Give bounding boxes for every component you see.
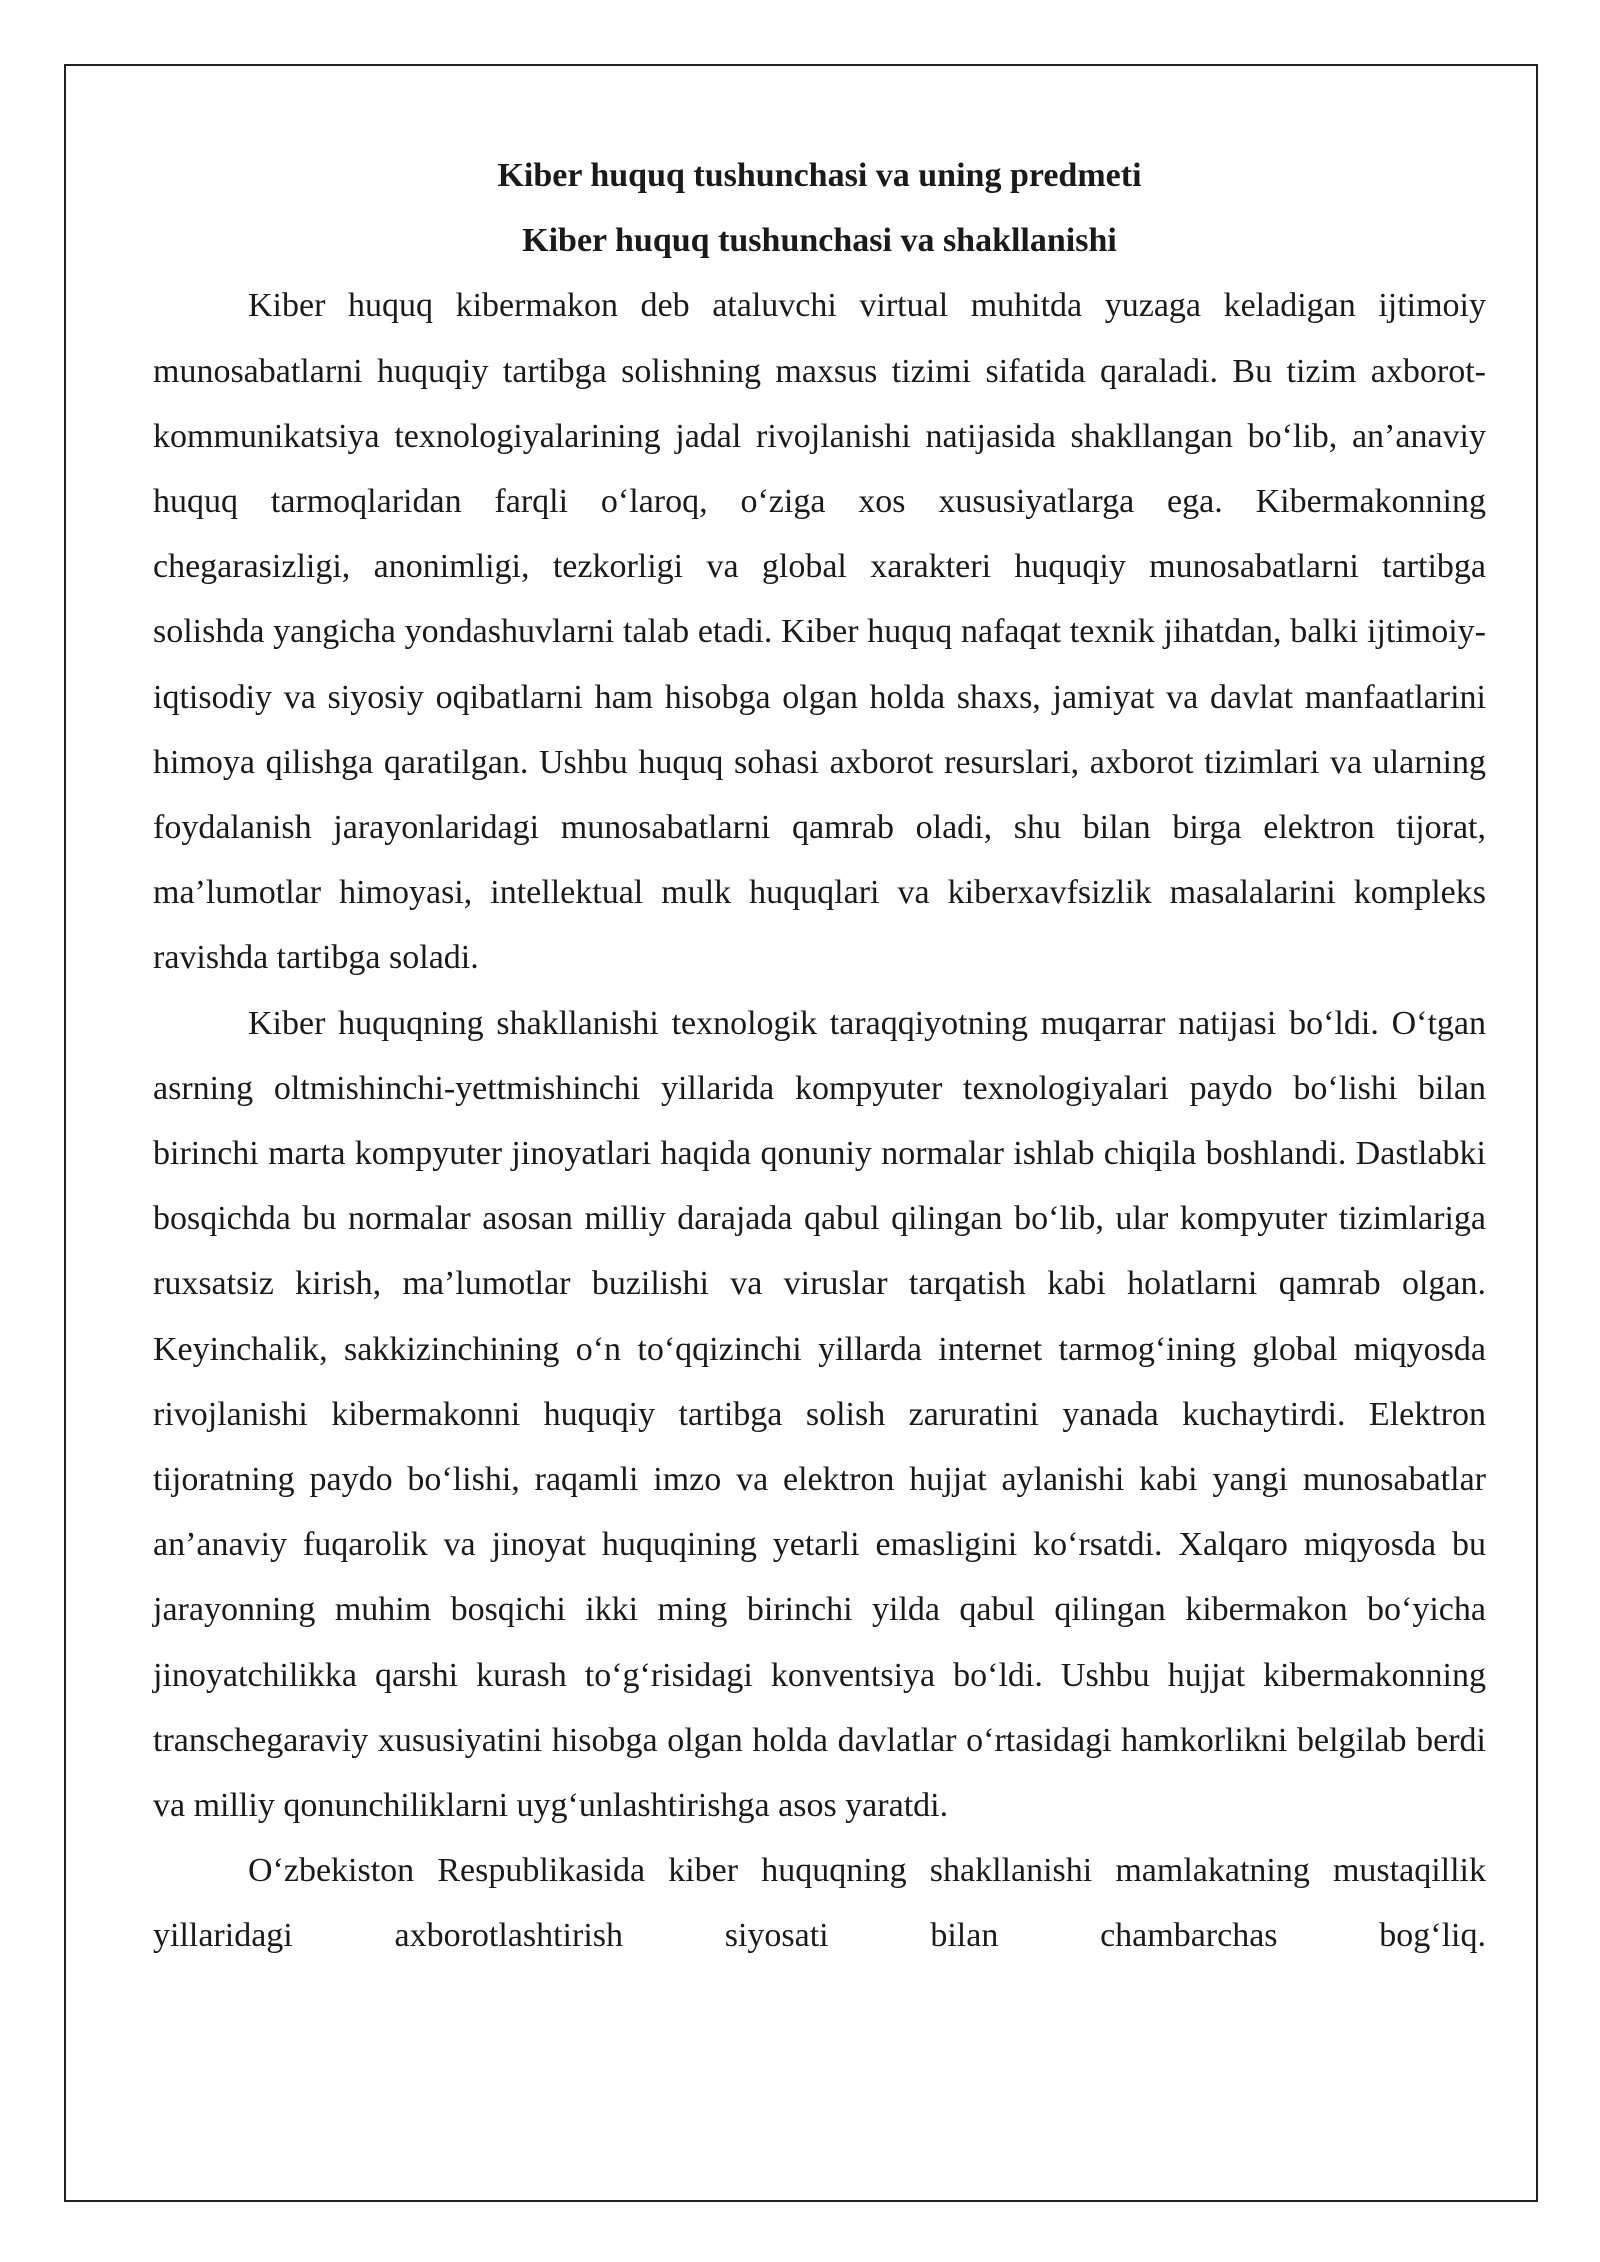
document-body [153, 143, 1486, 1969]
paragraph-2: Kiber huquqning shakllanishi texnologik taraqqiyotning muqarrar natijasi bo‘ldi. O‘tgan asrning oltmishinchi-yettmishinchi yillarida kompyuter texnologiyalari paydo bo‘lishi bilan birinchi marta kompyuter jinoyatlari haqida qonuniy normalar ishlab chiqila boshlandi. Dastlabki bosqichda bu normalar asosan milliy darajada qabul qilingan bo‘lib, ular kompyuter tizimlariga ruxsatsiz kirish, ma’lumotlar buzilishi va viruslar tarqatish kabi holatlarni qamrab olgan. Keyinchalik, sakkizinchining o‘n to‘qqizinchi yillarda internet tarmog‘ining global miqyosda rivojlanishi kibermakonni huquqiy tartibga solish zaruratini yanada kuchaytirdi. Elektron tijoratning paydo bo‘lishi, raqamli imzo va elektron hujjat aylanishi kabi yangi munosabatlar an’anaviy fuqarolik va jinoyat huquqining yetarli emasligini ko‘rsatdi. Xalqaro miqyosda bu jarayonning muhim bosqichi ikki ming birinchi yilda qabul qilingan kibermakon bo‘yicha jinoyatchilikka qarshi kurash to‘g‘risidagi konventsiya bo‘ldi. Ushbu hujjat kibermakonning transchegaraviy xususiyatini hisobga olgan holda davlatlar o‘rtasidagi hamkorlikni belgilab berdi va milliy qonunchiliklarni uyg‘unlashtirishga asos yaratdi. [153, 1004, 1486, 1825]
paragraph-1: Kiber huquq kibermakon deb ataluvchi virtual muhitda yuzaga keladigan ijtimoiy munosabatlarni huquqiy tartibga solishning maxsus tizimi sifatida qaraladi. Bu tizim axborot-kommunikatsiya texnologiyalarining jadal rivojlanishi natijasida shakllangan bo‘lib, an’anaviy huquq tarmoqlaridan farqli o‘laroq, o‘ziga xos xususiyatlarga ega. Kibermakonning chegarasizligi, anonimligi, tezkorligi va global xarakteri huquqiy munosabatlarni tartibga solishda yangicha yondashuvlarni talab etadi. Kiber huquq nafaqat texnik jihatdan, balki ijtimoiy-iqtisodiy va siyosiy oqibatlarni ham hisobga olgan holda shaxs, jamiyat va davlat manfaatlarini himoya qilishga qaratilgan. Ushbu huquq sohasi axborot resurslari, axborot tizimlari va ularning foydalanish jarayonlaridagi munosabatlarni qamrab oladi, shu bilan birga elektron tijorat, ma’lumotlar himoyasi, intellektual mulk huquqlari va kiberxavfsizlik masalalarini kompleks ravishda tartibga soladi. [153, 287, 1486, 977]
document-title: Kiber huquq tushunchasi va uning predmeti [497, 157, 1142, 194]
document-subtitle: Kiber huquq tushunchasi va shakllanishi [522, 222, 1117, 260]
paragraph-3: O‘zbekiston Respublikasida kiber huquqning shakllanishi mamlakatning mustaqillik yillaridagi axborotlashtirish siyosati bilan chambarchas bog‘liq. [153, 1852, 1486, 1955]
